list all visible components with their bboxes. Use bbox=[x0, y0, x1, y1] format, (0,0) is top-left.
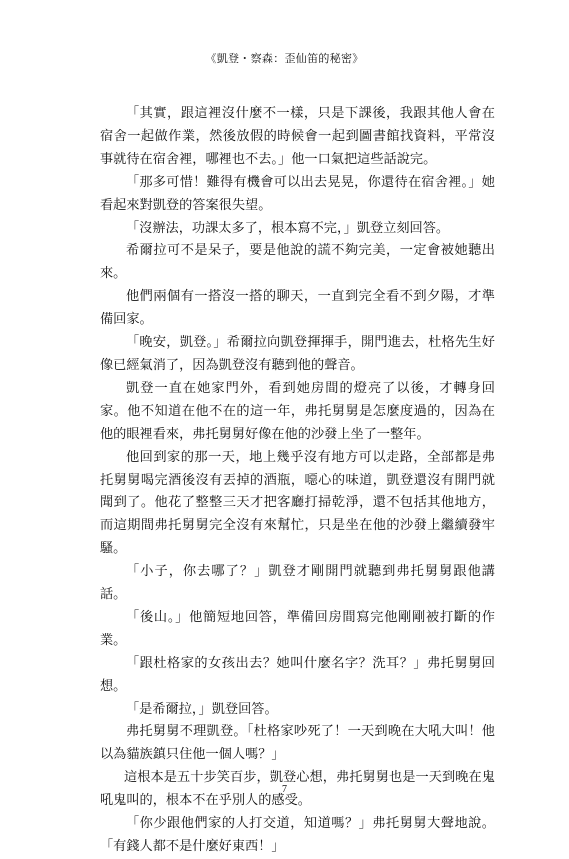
paragraph: 希爾拉可不是呆子，要是他說的謊不夠完美，一定會被她聽出來。 bbox=[100, 243, 495, 282]
page-number: 7 bbox=[282, 784, 287, 795]
paragraph: 「那多可惜！難得有機會可以出去晃晃，你還待在宿舍裡。」她看起來對凱登的答案很失望。 bbox=[100, 174, 495, 213]
paragraph: 他回到家的那一天，地上幾乎沒有地方可以走路，全部都是弗托舅舅喝完酒後沒有丟掉的酒瓶，噁心的味道，凱登還沒有開門就聞到了。他花了整整三天才把客廳打掃乾淨，還不包括其他地方，而這期間弗托舅舅完全沒有來幫忙，只是坐在他的沙發上繼續發牢騷。 bbox=[100, 449, 495, 557]
body-text bbox=[100, 103, 495, 859]
paragraph: 「晚安，凱登。」希爾拉向凱登揮揮手，開門進去，杜格先生好像已經氣消了，因為凱登沒有聽到他的聲音。 bbox=[100, 335, 495, 373]
paragraph: 「你少跟他們家的人打交道，知道嗎？」弗托舅舅大聲地說。「有錢人都不是什麼好東西！」 bbox=[100, 816, 495, 854]
paragraph: 「是希爾拉，」凱登回答。 bbox=[126, 701, 278, 717]
page-header: 《凱登・察森：歪仙笛的秘密》 bbox=[205, 52, 364, 65]
paragraph: 這根本是五十步笑百步，凱登心想，弗托舅舅也是一天到晚在鬼吼鬼叫的，根本不在乎別人的感受。 bbox=[100, 770, 495, 809]
paragraph: 凱登一直在她家門外，看到她房間的燈亮了以後，才轉身回家。他不知道在他不在的這一年，弗托舅舅是怎麼度過的，因為在他的眼裡看來，弗托舅舅好像在他的沙發上坐了一整年。 bbox=[100, 380, 495, 442]
paragraph: 「其實，跟這裡沒什麼不一樣，只是下課後，我跟其他人會在宿舍一起做作業，然後放假的時候會一起到圖書館找資料，平常沒事就待在宿舍裡，哪裡也不去。」他一口氣把這些話說完。 bbox=[100, 106, 495, 167]
paragraph: 「小子，你去哪了？」凱登才剛開門就聽到弗托舅舅跟他講話。 bbox=[100, 564, 495, 603]
paragraph: 「後山。」他簡短地回答，準備回房間寫完他剛剛被打斷的作業。 bbox=[100, 609, 495, 648]
paragraph: 他們兩個有一搭沒一搭的聊天，一直到完全看不到夕陽，才準備回家。 bbox=[100, 289, 495, 328]
paragraph: 「跟杜格家的女孩出去？她叫什麼名字？洗耳？」弗托舅舅回想。 bbox=[100, 655, 495, 694]
paragraph: 弗托舅舅不理凱登。「杜格家吵死了！一天到晚在大吼大叫！他以為貓族鎮只住他一個人嗎？」 bbox=[100, 724, 495, 763]
paragraph: 「沒辦法，功課太多了，根本寫不完，」凱登立刻回答。 bbox=[126, 220, 450, 236]
